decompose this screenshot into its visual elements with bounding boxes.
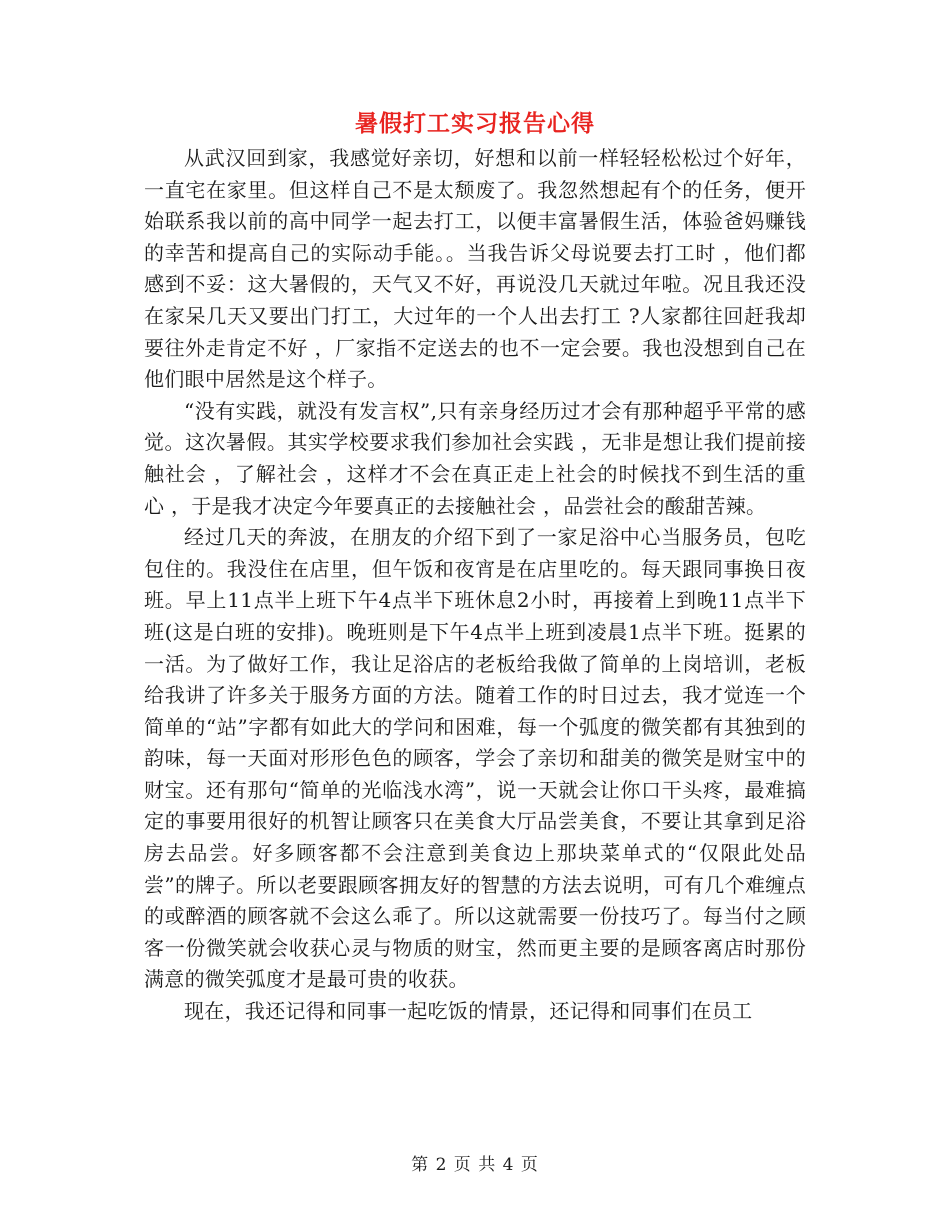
paragraph-4: 现在，我还记得和同事一起吃饭的情景，还记得和同事们在员工 (184, 999, 753, 1024)
paragraph-1: 从武汉回到家，我感觉好亲切，好想和以前一样轻轻松松过个好年，一直宅在家里。但这样自己不是太颓废了。我忽然想起有个的任务，便开始联系我以前的高中同学一起去打工，以便丰富暑假生活，体验爸妈赚钱的幸苦和提高自己的实际动手能。。当我告诉父母说要去打工时 ，他们都感到不妥：这大暑假的，天气又不好，再说没几天就过年啦。况且我还没在家呆几天又要出门打工，大过年的一个人出去打工 ?人家都往回赶我却要往外走肯定不好 ，厂家指不定送去的也不一定会要。我也没想到自己在他们眼中居然是这个样子。 (144, 146, 806, 392)
page-footer: 第 2 页 共 4 页 (411, 1155, 539, 1175)
document-body (144, 143, 806, 1028)
document-title: 暑假打工实习报告心得 (355, 110, 595, 137)
paragraph-3: 经过几天的奔波，在朋友的介绍下到了一家足浴中心当服务员，包吃包住的。我没住在店里，但午饭和夜宵是在店里吃的。每天跟同事换日夜班。早上11点半上班下午4点半下班休息2小时，再接着上到晚11点半下班(这是白班的安排)。晚班则是下午4点半上班到凌晨1点半下班。挺累的一活。为了做好工作，我让足浴店的老板给我做了简单的上岗培训，老板给我讲了许多关于服务方面的方法。随着工作的时日过去，我才觉连一个简单的“站”字都有如此大的学问和困难，每一个弧度的微笑都有其独到的韵味，每一天面对形形色色的顾客，学会了亲切和甜美的微笑是财宝中的财宝。还有那句“简单的光临浅水湾”，说一天就会让你口干头疼，最难搞定的事要用很好的机智让顾客只在美食大厅品尝美食，不要让其拿到足浴房去品尝。好多顾客都不会注意到美食边上那块菜单式的“仅限此处品尝”的牌子。所以老要跟顾客拥友好的智慧的方法去说明，可有几个难缠点的或醉酒的顾客就不会这么乖了。所以这就需要一份技巧了。每当付之顾客一份微笑就会收获心灵与物质的财宝，然而更主要的是顾客离店时那份满意的微笑弧度才是最可贵的收获。 (144, 525, 806, 992)
paragraph-2: “没有实践，就没有发言权”,只有亲身经历过才会有那种超乎平常的感觉。这次暑假。其实学校要求我们参加社会实践 ，无非是想让我们提前接触社会 ，了解社会 ，这样才不会在真正走上社会的时候找不到生活的重心 ，于是我才决定今年要真正的去接触社会 ，品尝社会的酸甜苦辣。 (144, 398, 806, 518)
